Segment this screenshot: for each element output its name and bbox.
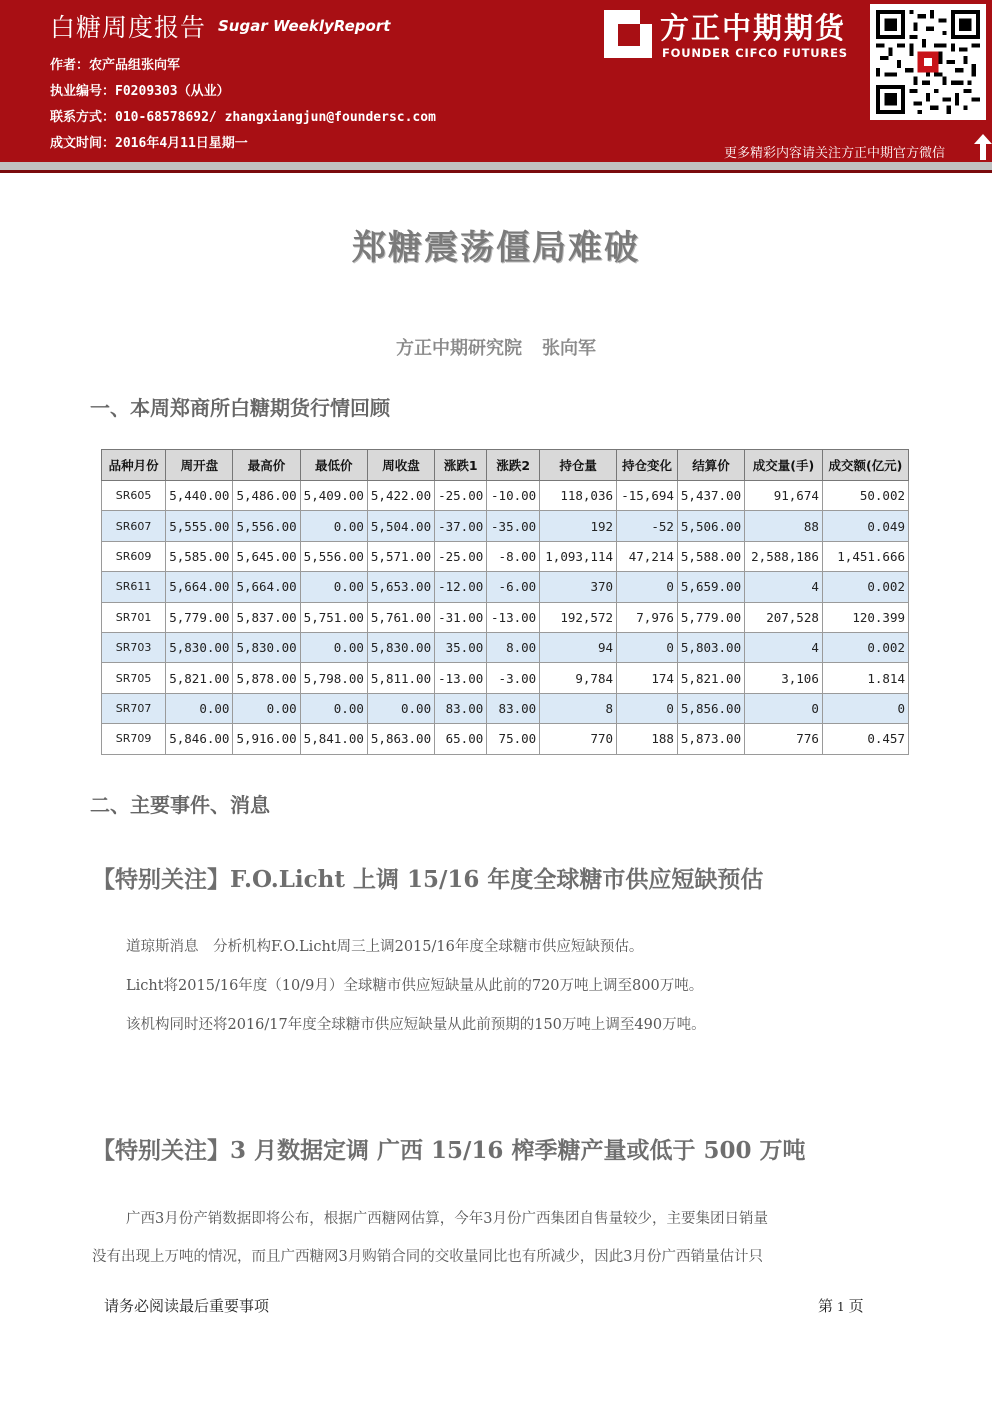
column-header: 周开盘 bbox=[166, 450, 233, 481]
author-line: 作者：农产品组张向军 bbox=[50, 58, 181, 73]
table-row bbox=[102, 572, 909, 602]
table-cell: 5,422.00 bbox=[367, 481, 434, 511]
table-cell: 0.00 bbox=[300, 572, 367, 602]
news-heading-licht: 【特别关注】F.O.Licht 上调 15/16 年度全球糖市供应短缺预估 bbox=[92, 866, 764, 893]
table-cell: -15,694 bbox=[617, 481, 678, 511]
column-header: 涨跌2 bbox=[487, 450, 540, 481]
table-cell: 0.049 bbox=[822, 511, 908, 541]
table-cell: -13.00 bbox=[487, 602, 540, 632]
contract-code-cell: SR701 bbox=[102, 602, 166, 632]
table-cell: 0.002 bbox=[822, 572, 908, 602]
table-cell: 5,798.00 bbox=[300, 663, 367, 693]
contract-code-cell: SR609 bbox=[102, 541, 166, 571]
table-cell: 776 bbox=[745, 724, 823, 754]
table-cell: 0.00 bbox=[300, 511, 367, 541]
futures-quote-table bbox=[101, 449, 909, 755]
table-cell: 47,214 bbox=[617, 541, 678, 571]
report-main-title: 郑糖震荡僵局难破 bbox=[352, 228, 640, 268]
table-cell: 0.00 bbox=[300, 632, 367, 662]
table-cell: 5,821.00 bbox=[166, 663, 233, 693]
table-cell: 5,821.00 bbox=[677, 663, 744, 693]
column-header: 最高价 bbox=[233, 450, 300, 481]
table-cell: 0 bbox=[822, 693, 908, 723]
table-cell: 5,779.00 bbox=[677, 602, 744, 632]
table-cell: 5,571.00 bbox=[367, 541, 434, 571]
table-cell: 5,664.00 bbox=[166, 572, 233, 602]
table-cell: 5,761.00 bbox=[367, 602, 434, 632]
column-header: 成交量(手) bbox=[745, 450, 823, 481]
logo-text-en: FOUNDER CIFCO FUTURES bbox=[662, 46, 848, 60]
table-cell: 5,653.00 bbox=[367, 572, 434, 602]
table-cell: -35.00 bbox=[487, 511, 540, 541]
news-paragraph-line: 道琼斯消息 分析机构F.O.Licht周三上调2015/16年度全球糖市供应短缺预估。 bbox=[126, 939, 644, 955]
table-cell: 5,811.00 bbox=[367, 663, 434, 693]
news-paragraph-line: 广西3月份产销数据即将公布，根据广西糖网估算，今年3月份广西集团自售量较少，主要集团日销量 bbox=[126, 1211, 768, 1227]
header-divider bbox=[0, 162, 992, 170]
contract-code-cell: SR611 bbox=[102, 572, 166, 602]
table-cell: 5,504.00 bbox=[367, 511, 434, 541]
table-cell: 5,645.00 bbox=[233, 541, 300, 571]
table-cell: -31.00 bbox=[435, 602, 487, 632]
byline bbox=[0, 334, 992, 360]
column-header: 涨跌1 bbox=[435, 450, 487, 481]
table-cell: 5,664.00 bbox=[233, 572, 300, 602]
table-cell: 1,451.666 bbox=[822, 541, 908, 571]
table-cell: 0 bbox=[617, 632, 678, 662]
table-cell: 5,856.00 bbox=[677, 693, 744, 723]
contract-code-cell: SR709 bbox=[102, 724, 166, 754]
date-line: 成文时间：2016年4月11日星期一 bbox=[50, 136, 248, 151]
table-cell: 188 bbox=[617, 724, 678, 754]
table-cell: -13.00 bbox=[435, 663, 487, 693]
table-cell: 0.00 bbox=[300, 693, 367, 723]
table-cell: 94 bbox=[540, 632, 617, 662]
table-cell: 83.00 bbox=[487, 693, 540, 723]
license-line: 执业编号：F0209303（从业） bbox=[50, 84, 230, 99]
table-cell: -8.00 bbox=[487, 541, 540, 571]
table-cell: -37.00 bbox=[435, 511, 487, 541]
report-title: 白糖周度报告 bbox=[50, 13, 207, 42]
table-row bbox=[102, 693, 909, 723]
table-cell: 174 bbox=[617, 663, 678, 693]
table-cell: 91,674 bbox=[745, 481, 823, 511]
table-cell: -52 bbox=[617, 511, 678, 541]
news-paragraph-line: 没有出现上万吨的情况，而且广西糖网3月购销合同的交收量同比也有所减少，因此3月份广西销量估计只 bbox=[92, 1249, 763, 1265]
news-paragraph-line: Licht将2015/16年度（10/9月）全球糖市供应短缺量从此前的720万吨上调至800万吨。 bbox=[126, 978, 704, 994]
column-header: 结算价 bbox=[677, 450, 744, 481]
table-cell: 120.399 bbox=[822, 602, 908, 632]
table-cell: 5,837.00 bbox=[233, 602, 300, 632]
table-cell: 5,486.00 bbox=[233, 481, 300, 511]
footer-notice: 请务必阅读最后重要事项 bbox=[104, 1297, 270, 1315]
table-cell: -12.00 bbox=[435, 572, 487, 602]
table-cell: 5,803.00 bbox=[677, 632, 744, 662]
news-paragraph-line: 该机构同时还将2016/17年度全球糖市供应短缺量从此前预期的150万吨上调至490万吨。 bbox=[126, 1017, 706, 1033]
column-header: 最低价 bbox=[300, 450, 367, 481]
table-cell: 0.002 bbox=[822, 632, 908, 662]
table-cell: 5,506.00 bbox=[677, 511, 744, 541]
contract-code-cell: SR607 bbox=[102, 511, 166, 541]
table-cell: 5,751.00 bbox=[300, 602, 367, 632]
table-cell: 8 bbox=[540, 693, 617, 723]
table-header-row bbox=[102, 450, 909, 481]
table-cell: 5,863.00 bbox=[367, 724, 434, 754]
contract-code-cell: SR707 bbox=[102, 693, 166, 723]
table-cell: -25.00 bbox=[435, 541, 487, 571]
table-cell: 35.00 bbox=[435, 632, 487, 662]
table-cell: 4 bbox=[745, 632, 823, 662]
table-cell: 4 bbox=[745, 572, 823, 602]
table-cell: 5,556.00 bbox=[300, 541, 367, 571]
table-cell: 7,976 bbox=[617, 602, 678, 632]
table-cell: -25.00 bbox=[435, 481, 487, 511]
table-cell: 50.002 bbox=[822, 481, 908, 511]
table-cell: 8.00 bbox=[487, 632, 540, 662]
table-cell: 5,846.00 bbox=[166, 724, 233, 754]
contract-code-cell: SR705 bbox=[102, 663, 166, 693]
table-cell: 192,572 bbox=[540, 602, 617, 632]
qr-code-icon bbox=[870, 4, 986, 120]
table-cell: 88 bbox=[745, 511, 823, 541]
table-cell: 5,556.00 bbox=[233, 511, 300, 541]
table-cell: 9,784 bbox=[540, 663, 617, 693]
column-header: 成交额(亿元) bbox=[822, 450, 908, 481]
table-cell: 0.457 bbox=[822, 724, 908, 754]
table-row bbox=[102, 511, 909, 541]
header-divider-dark bbox=[0, 170, 992, 173]
table-cell: 83.00 bbox=[435, 693, 487, 723]
table-cell: 0 bbox=[745, 693, 823, 723]
table-row bbox=[102, 481, 909, 511]
table-cell: 75.00 bbox=[487, 724, 540, 754]
table-cell: 5,409.00 bbox=[300, 481, 367, 511]
wechat-follow-tip: 更多精彩内容请关注方正中期官方微信 bbox=[724, 146, 946, 161]
contract-code-cell: SR703 bbox=[102, 632, 166, 662]
logo-text-cn: 方正中期期货 bbox=[660, 11, 847, 45]
table-cell: 118,036 bbox=[540, 481, 617, 511]
table-cell: 0.00 bbox=[233, 693, 300, 723]
table-cell: 65.00 bbox=[435, 724, 487, 754]
table-cell: 370 bbox=[540, 572, 617, 602]
table-cell: 5,878.00 bbox=[233, 663, 300, 693]
table-cell: 1.814 bbox=[822, 663, 908, 693]
table-row bbox=[102, 632, 909, 662]
table-cell: -10.00 bbox=[487, 481, 540, 511]
report-subtitle: Sugar WeeklyReport bbox=[218, 17, 391, 35]
byline-author: 张向军 bbox=[542, 338, 596, 359]
table-cell: 192 bbox=[540, 511, 617, 541]
table-cell: 2,588,186 bbox=[745, 541, 823, 571]
table-cell: 0 bbox=[617, 572, 678, 602]
contract-code-cell: SR605 bbox=[102, 481, 166, 511]
table-cell: 1,093,114 bbox=[540, 541, 617, 571]
table-cell: 5,841.00 bbox=[300, 724, 367, 754]
table-cell: 5,585.00 bbox=[166, 541, 233, 571]
table-cell: 207,528 bbox=[745, 602, 823, 632]
table-cell: 5,779.00 bbox=[166, 602, 233, 632]
contact-line: 联系方式：010-68578692/ zhangxiangjun@foundersc.com bbox=[50, 110, 436, 125]
up-arrow-icon bbox=[974, 134, 992, 160]
column-header: 品种月份 bbox=[102, 450, 166, 481]
news-heading-guangxi: 【特别关注】3 月数据定调 广西 15/16 榨季糖产量或低于 500 万吨 bbox=[92, 1137, 806, 1164]
table-cell: 5,588.00 bbox=[677, 541, 744, 571]
table-cell: 0.00 bbox=[367, 693, 434, 723]
table-cell: 5,830.00 bbox=[367, 632, 434, 662]
column-header: 持仓变化 bbox=[617, 450, 678, 481]
column-header: 周收盘 bbox=[367, 450, 434, 481]
table-cell: 5,916.00 bbox=[233, 724, 300, 754]
logo-mark-icon bbox=[604, 10, 652, 58]
table-cell: 5,659.00 bbox=[677, 572, 744, 602]
table-cell: 5,830.00 bbox=[166, 632, 233, 662]
table-cell: 0.00 bbox=[166, 693, 233, 723]
section-heading-market-review: 一、本周郑商所白糖期货行情回顾 bbox=[90, 396, 390, 420]
table-cell: -6.00 bbox=[487, 572, 540, 602]
table-cell: -3.00 bbox=[487, 663, 540, 693]
table-cell: 5,830.00 bbox=[233, 632, 300, 662]
company-logo bbox=[604, 6, 862, 62]
table-row bbox=[102, 724, 909, 754]
table-row bbox=[102, 663, 909, 693]
table-cell: 770 bbox=[540, 724, 617, 754]
table-cell: 0 bbox=[617, 693, 678, 723]
table-cell: 5,873.00 bbox=[677, 724, 744, 754]
table-row bbox=[102, 602, 909, 632]
column-header: 持仓量 bbox=[540, 450, 617, 481]
page-number: 第 1 页 bbox=[818, 1297, 864, 1315]
table-cell: 3,106 bbox=[745, 663, 823, 693]
section-heading-events: 二、主要事件、消息 bbox=[90, 793, 270, 817]
byline-org: 方正中期研究院 bbox=[396, 338, 522, 359]
table-cell: 5,437.00 bbox=[677, 481, 744, 511]
table-cell: 5,440.00 bbox=[166, 481, 233, 511]
table-cell: 5,555.00 bbox=[166, 511, 233, 541]
table-row bbox=[102, 541, 909, 571]
report-header bbox=[0, 0, 992, 162]
